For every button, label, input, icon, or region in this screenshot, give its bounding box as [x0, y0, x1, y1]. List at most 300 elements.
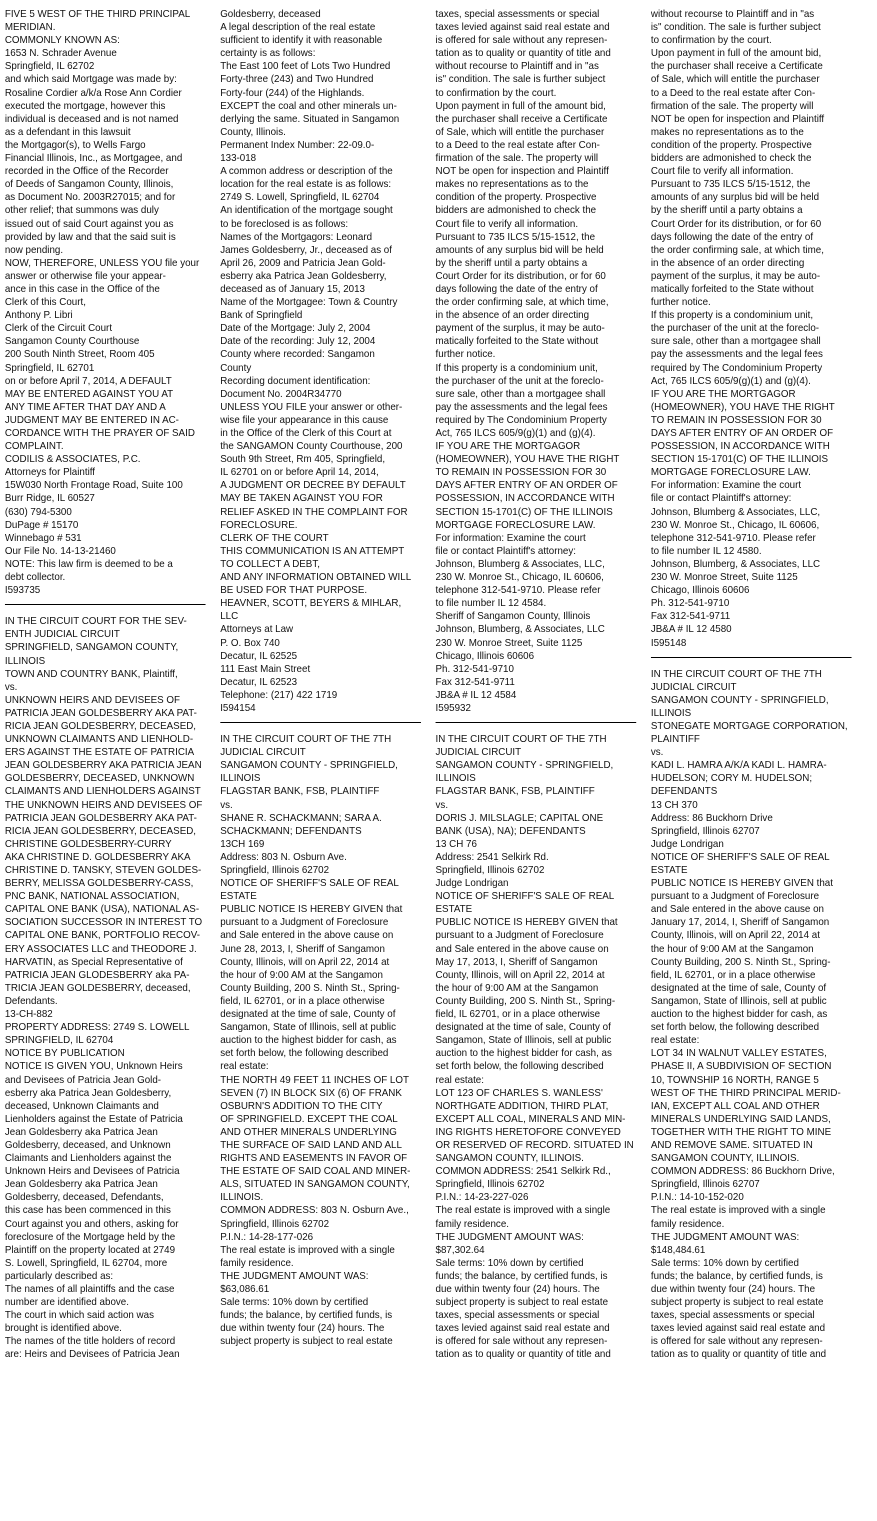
notice-line: deceased, Unknown Claimants and: [4, 1100, 159, 1112]
notice-line: NOTICE IS GIVEN YOU, Unknown Heirs: [4, 1061, 183, 1073]
notice-line: MAY BE TAKEN AGAINST YOU FOR: [220, 493, 383, 505]
notice-line: ANY TIME AFTER THAT DAY AND A: [4, 401, 166, 413]
notice-line: the purchaser of the unit at the foreclo-: [435, 375, 604, 387]
notice-line: Attorneys for Plaintiff: [4, 467, 96, 479]
notice-line: COMMON ADDRESS: 86 Buckhorn Drive,: [650, 1166, 835, 1178]
notice-line: Court file to verify all information.: [435, 218, 579, 230]
notice-line: COMMON ADDRESS: 2541 Selkirk Rd.,: [435, 1166, 611, 1178]
notice-line: I595148: [650, 637, 687, 649]
notice-line: family residence.: [650, 1218, 725, 1230]
notice-line: tation as to quality or quantity of title and: [650, 1349, 827, 1361]
notice-line: bidders are admonished to check the: [650, 153, 812, 165]
notice-line: to confirmation by the court.: [650, 35, 772, 47]
notice-line: EXCEPT ALL COAL, MINERALS AND MIN-: [435, 1113, 626, 1125]
notice-line: Sangamon County Courthouse: [4, 336, 140, 348]
notice-line: days following the date of the entry of: [435, 283, 598, 295]
notice-line: IN THE CIRCUIT COURT OF THE 7TH: [435, 734, 607, 746]
notice-line: sure sale, other than a mortgagee shall: [435, 388, 606, 400]
notice-line: Jean Goldesberry aka Patrica Jean: [4, 1126, 158, 1138]
notice-line: of Sale, which will entitle the purchaser: [650, 74, 820, 86]
notice-line: ESTATE: [435, 904, 473, 916]
notice-line: SANGAMON COUNTY, ILLINOIS.: [435, 1153, 584, 1165]
notice-line: CHRISTINE D. TANSKY, STEVEN GOLDES-: [4, 865, 202, 876]
notice-line: Sheriff of Sangamon County, Illinois: [435, 611, 591, 623]
notice-line: 10, TOWNSHIP 16 NORTH, RANGE 5: [650, 1074, 819, 1086]
notice-line: and Sale entered in the above cause on: [650, 904, 824, 916]
notice-line: Goldesberry, deceased: [220, 9, 321, 20]
notice-line: P. O. Box 740: [220, 637, 280, 649]
notice-line: BERRY, MELISSA GOLDESBERRY-CASS,: [4, 878, 194, 890]
legal-notice: [5, 8, 206, 597]
notice-line: THE SURFACE OF SAID LAND AND ALL: [220, 1139, 402, 1151]
notice-line: PATRICIA JEAN GOLDESBERRY AKA PAT-: [4, 812, 197, 824]
notice-line: JB&A # IL 12 4580: [650, 624, 732, 636]
notice-line: Names of the Mortgagors: Leonard: [220, 231, 373, 243]
notice-line: taxes levied against said real estate and: [650, 1323, 826, 1335]
notice-line: bidders are admonished to check the: [435, 205, 597, 217]
notice-line: condition of the property. Prospective: [650, 139, 812, 151]
notice-line: firmation of the sale. The property will: [435, 153, 599, 165]
notice-line: 230 W. Monroe St., Chicago, IL 60606,: [650, 519, 820, 531]
notice-line: JUDICIAL CIRCUIT: [650, 681, 737, 693]
notice-line: family residence.: [220, 1257, 294, 1269]
notice-line: IAN, EXCEPT ALL COAL AND OTHER: [650, 1100, 820, 1112]
notice-line: Springfield, Illinois 62702: [220, 1218, 330, 1230]
notice-line: 200 South Ninth Street, Room 405: [4, 349, 155, 361]
notice-line: PATRICIA JEAN GOLDESBERRY AKA PAT-: [4, 707, 197, 719]
notice-line: A common address or description of the: [220, 166, 393, 178]
notice-line: pay the assessments and the legal fees: [650, 349, 823, 361]
notice-line: of Sale, which will entitle the purchaser: [435, 126, 605, 138]
notice-line: Address: 2541 Selkirk Rd.: [435, 851, 549, 863]
notice-line: I593735: [4, 585, 41, 597]
notice-line: NOTE: This law firm is deemed to be a: [4, 558, 173, 570]
notice-line: real estate:: [220, 1061, 269, 1073]
notice-line: PUBLIC NOTICE IS HEREBY GIVEN that: [650, 878, 833, 890]
notice-line: Pursuant to 735 ILCS 5/15-1512, the: [650, 179, 811, 191]
notice-line: NOT be open for inspection and Plaintiff: [435, 166, 609, 178]
notice-line: MINERALS UNDERLYING SAID LANDS,: [650, 1113, 831, 1125]
notice-line: The names of all plaintiffs and the case: [4, 1284, 175, 1295]
notice-line: County, Illinois, will on April 22, 2014 at: [650, 930, 820, 942]
notice-line: DuPage # 15170: [4, 519, 79, 531]
notice-line: without recourse to Plaintiff and in "as: [435, 61, 599, 73]
notice-line: THE JUDGMENT AMOUNT WAS:: [435, 1231, 584, 1243]
notice-line: Fax 312-541-9711: [435, 676, 515, 688]
notice-line: designated at the time of sale, County of: [435, 1022, 611, 1034]
notice-line: IL 62701 on or before April 14, 2014,: [220, 467, 379, 479]
notice-line: HEAVNER, SCOTT, BEYERS & MIHLAR,: [220, 598, 402, 610]
notice-line: SECTION 15-1701(C) OF THE ILLINOIS: [650, 454, 829, 466]
notice-line: CHRISTINE GOLDESBERRY-CURRY: [4, 838, 172, 850]
notice-line: to file number IL 12 4580.: [650, 545, 762, 557]
notice-line: vs.: [220, 799, 233, 811]
text-column-1: [5, 8, 206, 1521]
notice-line: Winnebago # 531: [4, 532, 82, 544]
notice-line: MORTGAGE FORECLOSURE LAW.: [435, 519, 596, 531]
notice-line: Sangamon, State of Illinois, sell at public: [220, 1022, 396, 1034]
notice-line: in the absence of an order directing: [435, 310, 590, 322]
notice-line: Springfield, Illinois 62707: [650, 825, 760, 837]
notice-line: particularly described as:: [4, 1270, 114, 1282]
notice-line: the SANGAMON County Courthouse, 200: [220, 441, 403, 453]
notice-line: due within twenty four (24) hours. The: [220, 1323, 385, 1335]
notice-line: EXCEPT the coal and other minerals un-: [220, 100, 397, 112]
notice-line: Ph. 312-541-9710: [650, 598, 730, 610]
legal-notice: [651, 668, 852, 1362]
notice-line: 230 W. Monroe Street, Suite 1125: [650, 572, 798, 584]
notice-line: the purchaser of the unit at the foreclo-: [650, 323, 820, 335]
notice-line: Date of the recording: July 12, 2004: [220, 336, 376, 348]
notice-line: Act, 765 ILCS 605/9(g)(1) and (g)(4).: [435, 428, 596, 439]
notice-line: THE JUDGMENT AMOUNT WAS:: [220, 1270, 369, 1282]
notice-line: Address: 803 N. Osburn Ave.: [220, 851, 347, 863]
notice-line: funds; the balance, by certified funds, is: [650, 1270, 823, 1282]
notice-line: If this property is a condominium unit,: [650, 310, 814, 322]
notice-line: of Deeds of Sangamon County, Illinois,: [4, 179, 174, 191]
notice-line: DEFENDANTS: [650, 786, 718, 798]
notice-line: IF YOU ARE THE MORTGAGOR: [650, 388, 796, 400]
notice-line: Court against you and others, asking for: [4, 1218, 179, 1230]
notice-line: the purchaser shall receive a Certificate: [650, 61, 823, 73]
notice-line: JEAN GOLDESBERRY AKA PATRICIA JEAN: [4, 760, 202, 772]
notice-line: June 28, 2013, I, Sheriff of Sangamon: [220, 943, 385, 955]
notice-line: DORIS J. MILSLAGLE; CAPITAL ONE: [435, 812, 604, 824]
notice-line: (630) 794-5300: [4, 506, 72, 518]
notice-line: field, IL 62701, or in a place otherwise: [650, 969, 816, 981]
notice-line: April 26, 2009 and Patricia Jean Gold-: [220, 257, 386, 269]
notice-line: the order confirming sale, at which time,: [650, 244, 824, 256]
notice-line: County: [220, 362, 252, 374]
notice-line: Clerk of this Court,: [4, 297, 86, 309]
notice-line: PUBLIC NOTICE IS HEREBY GIVEN that: [435, 917, 618, 929]
notice-line: auction to the highest bidder for cash, as: [650, 1009, 828, 1021]
notice-line: Judge Londrigan: [435, 878, 509, 890]
notice-line: Forty-three (243) and Two Hundred: [220, 74, 374, 86]
notice-line: taxes, special assessments or special: [650, 1310, 815, 1322]
notice-line: Chicago, Illinois 60606: [435, 650, 535, 662]
notice-line: makes no representations as to the: [435, 179, 589, 191]
notice-line: days following the date of the entry of: [650, 231, 814, 243]
notice-line: 111 East Main Street: [220, 663, 311, 675]
notice-line: as Document No. 2003R27015; and for: [4, 192, 176, 204]
notice-line: A JUDGMENT OR DECREE BY DEFAULT: [220, 480, 406, 492]
notice-line: location for the real estate is as follows:: [220, 179, 392, 191]
notice-line: OSBURN'S ADDITION TO THE CITY: [220, 1100, 383, 1112]
notice-line: DAYS AFTER ENTRY OF AN ORDER OF: [435, 480, 618, 492]
notice-line: ENTH JUDICIAL CIRCUIT: [4, 629, 120, 641]
notice-line: Rosaline Cordier a/k/a Rose Ann Cordier: [4, 87, 182, 99]
notice-line: COMMONLY KNOWN AS:: [4, 35, 120, 47]
notice-line: PATRICIA JEAN GLODESBERRY aka PA-: [4, 969, 190, 981]
notice-line: County where recorded: Sangamon: [220, 349, 375, 361]
notice-line: to a Deed to the real estate after Con-: [650, 87, 816, 99]
notice-line: James Goldesberry, Jr., deceased as of: [220, 244, 392, 256]
notice-line: CAPITAL ONE BANK, PORTFOLIO RECOV-: [4, 930, 200, 942]
notice-line: BANK (USA), NA); DEFENDANTS: [435, 825, 586, 837]
notice-line: THE JUDGMENT AMOUNT WAS:: [650, 1231, 800, 1243]
notice-line: debt collector.: [4, 572, 66, 584]
notice-line: sufficient to identify it with reasonable: [220, 35, 383, 47]
notice-line: in the Office of the Clerk of this Court at: [220, 428, 392, 439]
notice-line: AND REMOVE SAME. SITUATED IN: [650, 1139, 813, 1151]
notice-line: RIGHTS AND EASEMENTS IN FAVOR OF: [220, 1153, 408, 1165]
notice-line: FORECLOSURE.: [220, 519, 298, 531]
notice-line: January 17, 2014, I, Sheriff of Sangamon: [650, 917, 830, 929]
notice-line: Burr Ridge, IL 60527: [4, 493, 95, 505]
notice-line: Court Order for its distribution, or for 60: [650, 218, 822, 230]
notice-line: required by The Condominium Property: [435, 414, 607, 426]
legal-notice: [220, 8, 421, 715]
notice-line: IN THE CIRCUIT COURT FOR THE SEV-: [4, 616, 187, 628]
notice-line: 230 W. Monroe St., Chicago, IL 60606,: [435, 572, 604, 584]
notice-line: POSSESSION, IN ACCORDANCE WITH: [435, 493, 615, 505]
text-column-3: [436, 8, 637, 1521]
notice-line: Recording document identification:: [220, 375, 371, 387]
notice-line: and Sale entered in the above cause on: [435, 943, 609, 955]
notice-line: PNC BANK, NATIONAL ASSOCIATION,: [4, 891, 180, 903]
notice-line: RICIA JEAN GOLDESBERRY, DECEASED,: [4, 825, 197, 837]
notice-line: NOW, THEREFORE, UNLESS YOU file your: [4, 257, 200, 269]
notice-line: file or contact Plaintiff's attorney:: [435, 545, 576, 557]
notice-line: ING RIGHTS HERETOFORE CONVEYED: [435, 1126, 621, 1138]
notice-line: SPRINGFIELD, IL 62704: [4, 1035, 114, 1047]
notice-line: The real estate is improved with a single: [650, 1205, 826, 1217]
notice-line: NORTHGATE ADDITION, THIRD PLAT,: [435, 1100, 609, 1112]
notice-line: NOTICE OF SHERIFF'S SALE OF REAL: [220, 878, 399, 890]
notice-line: Decatur, IL 62525: [220, 650, 298, 662]
notice-line: 13-CH-882: [4, 1009, 53, 1021]
notice-line: field, IL 62701, or in a place otherwise: [220, 995, 385, 1007]
notice-line: payment of the surplus, it may be auto-: [435, 323, 605, 335]
notice-line: set forth below, the following described: [435, 1061, 604, 1073]
notice-line: due within twenty four (24) hours. The: [435, 1284, 600, 1295]
notice-line: certainty is as follows:: [220, 48, 316, 60]
notice-line: RICIA JEAN GOLDESBERRY, DECEASED,: [4, 720, 197, 732]
notice-line: Act, 765 ILCS 605/9(g)(1) and (g)(4).: [650, 375, 811, 387]
notice-line: Telephone: (217) 422 1719: [220, 689, 338, 701]
notice-line: Springfield, IL 62702: [4, 61, 95, 73]
notice-line: taxes levied against said real estate and: [435, 1323, 610, 1335]
notice-line: Sale terms: 10% down by certified: [650, 1257, 799, 1269]
notice-line: SOCIATION SUCCESSOR IN INTEREST TO: [4, 917, 203, 929]
notice-line: Johnson, Blumberg, & Associates, LLC: [435, 624, 605, 636]
notice-line: The East 100 feet of Lots Two Hundred: [220, 61, 391, 73]
notice-line: real estate:: [435, 1074, 484, 1086]
notice-line: family residence.: [435, 1218, 509, 1230]
notice-line: 2749 S. Lowell, Springfield, IL 62704: [220, 192, 380, 204]
notice-line: PLAINTIFF: [650, 734, 700, 746]
notice-line: tation as to quality or quantity of title and: [435, 1349, 611, 1361]
notice-line: Goldesberry, deceased, and Unknown: [4, 1139, 171, 1151]
notice-line: SCHACKMANN; DEFENDANTS: [220, 825, 362, 837]
notice-line: pursuant to a Judgment of Foreclosure: [650, 891, 820, 903]
notice-line: SANGAMON COUNTY - SPRINGFIELD,: [650, 694, 829, 706]
notice-line: NOTICE BY PUBLICATION: [4, 1048, 125, 1060]
notice-line: sure sale, other than a mortgagee shall: [650, 336, 821, 348]
notice-line: Our File No. 14-13-21460: [4, 545, 116, 557]
notice-line: AND OTHER MINERALS UNDERLYING: [220, 1126, 397, 1138]
notice-line: other relief; that summons was duly: [4, 205, 159, 217]
notice-line: file or contact Plaintiff's attorney:: [650, 493, 792, 505]
notice-line: Sale terms: 10% down by certified: [220, 1297, 369, 1309]
notice-line: to confirmation by the court.: [435, 87, 557, 99]
notice-line: 13 CH 76: [435, 838, 477, 850]
notice-line: P.I.N.: 14-28-177-026: [220, 1231, 314, 1243]
notice-line: auction to the highest bidder for cash, as: [435, 1048, 612, 1060]
notice-line: SEVEN (7) IN BLOCK SIX (6) OF FRANK: [220, 1087, 402, 1099]
notice-line: to file number IL 12 4584.: [435, 598, 547, 610]
notice-line: taxes, special assessments or special: [435, 1310, 600, 1322]
notice-line: (HOMEOWNER), YOU HAVE THE RIGHT: [435, 454, 620, 466]
notice-line: esberry aka Patrica Jean Goldesberry,: [220, 270, 387, 282]
notice-line: The real estate is improved with a single: [220, 1244, 395, 1256]
notice-line: Pursuant to 735 ILCS 5/15-1512, the: [435, 231, 596, 243]
notice-line: makes no representations as to the: [650, 126, 804, 138]
notice-line: STONEGATE MORTGAGE CORPORATION,: [650, 720, 848, 732]
notice-line: THIS COMMUNICATION IS AN ATTEMPT: [220, 545, 405, 557]
notice-line: POSSESSION, IN ACCORDANCE WITH: [650, 441, 830, 453]
notice-line: County Building, 200 S. Ninth St., Spring-: [650, 956, 831, 968]
notice-line: number are identified above.: [4, 1297, 129, 1309]
notice-line: (HOMEOWNER), YOU HAVE THE RIGHT: [650, 401, 835, 413]
notice-line: A legal description of the real estate: [220, 22, 376, 34]
notice-line: ERS AGAINST THE ESTATE OF PATRICIA: [4, 747, 195, 759]
notice-line: THE UNKNOWN HEIRS AND DEVISEES OF: [4, 799, 203, 811]
notice-line: Springfield, IL 62701: [4, 362, 95, 374]
legal-notice: [220, 733, 421, 1348]
notice-line: SPRINGFIELD, SANGAMON COUNTY,: [4, 642, 179, 654]
notice-line: 15W030 North Frontage Road, Suite 100: [4, 480, 183, 492]
notice-line: funds; the balance, by certified funds, is: [220, 1310, 393, 1322]
notice-line: tation as to quality or quantity of title and: [435, 48, 611, 60]
legal-notice: [651, 8, 852, 650]
notice-line: Forty-four (244) of the Highlands.: [220, 87, 365, 99]
notice-line: Address: 86 Buckhorn Drive: [650, 812, 773, 824]
notice-line: firmation of the sale. The property will: [650, 100, 814, 112]
notice-line: 13 CH 370: [650, 799, 698, 811]
notice-line: vs.: [650, 747, 664, 759]
legal-notice: [5, 615, 206, 1361]
notice-line: this case has been commenced in this: [4, 1205, 171, 1217]
notice-line: Date of the Mortgage: July 2, 2004: [220, 323, 371, 335]
notice-line: the hour of 9:00 AM at the Sangamon: [435, 982, 599, 994]
notice-line: to a Deed to the real estate after Con-: [435, 139, 600, 151]
notice-line: and Sale entered in the above cause on: [220, 930, 394, 942]
notice-line: real estate:: [650, 1035, 700, 1047]
notice-line: and which said Mortgage was made by:: [4, 74, 177, 86]
notice-line: by the sheriff until a party obtains a: [650, 205, 803, 217]
notice-line: ILLINOIS: [4, 655, 46, 667]
notice-line: South 9th Street, Rm 405, Springfield,: [220, 454, 386, 466]
notice-line: HARVATIN, as Special Representative of: [4, 956, 183, 968]
notice-line: subject property is subject to real estate: [650, 1297, 824, 1309]
notice-line: Sangamon, State of Illinois, sell at public: [650, 995, 827, 1007]
notice-line: $148,484.61: [650, 1244, 706, 1256]
notice-line: individual is deceased and is not named: [4, 113, 179, 125]
notice-line: 13CH 169: [220, 838, 265, 850]
notice-line: deceased as of January 15, 2013: [220, 283, 365, 295]
notice-line: CORDANCE WITH THE PRAYER OF SAID: [4, 428, 195, 439]
notice-line: issued out of said Court against you as: [4, 218, 174, 230]
notice-line: PHASE II, A SUBDIVISION OF SECTION: [650, 1061, 832, 1073]
notice-line: 1653 N. Schrader Avenue: [4, 48, 117, 60]
notice-line: SANGAMON COUNTY - SPRINGFIELD,: [220, 760, 398, 772]
notice-line: NOTICE OF SHERIFF'S SALE OF REAL: [435, 891, 615, 903]
notice-line: P.I.N.: 14-23-227-026: [435, 1192, 529, 1204]
notice-line: payment of the surplus, it may be auto-: [650, 270, 821, 282]
notice-line: ILLINOIS.: [220, 1192, 264, 1204]
notice-line: the hour of 9:00 AM at the Sangamon: [650, 943, 814, 955]
notice-line: IN THE CIRCUIT COURT OF THE 7TH: [650, 668, 822, 680]
notice-line: Financial Illinois, Inc., as Mortgagee, and: [4, 153, 183, 165]
notice-line: ance in this case in the Office of the: [4, 283, 160, 295]
notice-line: MERIDIAN.: [4, 22, 56, 34]
notice-line: amounts of any surplus bid will be held: [435, 244, 604, 256]
notice-line: MAY BE ENTERED AGAINST YOU AT: [4, 388, 174, 400]
notice-line: Decatur, IL 62523: [220, 676, 298, 688]
notice-line: ALS, SITUATED IN SANGAMON COUNTY,: [220, 1179, 410, 1191]
notice-line: provided by law and that the said suit is: [4, 231, 176, 243]
notice-divider: [5, 604, 206, 605]
notice-line: FLAGSTAR BANK, FSB, PLAINTIFF: [220, 786, 380, 798]
notice-line: Lienholders against the Estate of Patricia: [4, 1113, 183, 1125]
notice-line: GOLDESBERRY, DECEASED, UNKNOWN: [4, 773, 195, 785]
notice-line: ILLINOIS: [220, 773, 261, 785]
notice-line: Goldesberry, deceased, Defendants,: [4, 1192, 164, 1204]
notice-line: The court in which said action was: [4, 1310, 154, 1322]
notice-line: An identification of the mortgage sought: [220, 205, 393, 217]
notice-line: auction to the highest bidder for cash, as: [220, 1035, 397, 1047]
notice-line: without recourse to Plaintiff and in "as: [650, 9, 815, 20]
notice-line: vs.: [4, 681, 18, 693]
notice-line: THE ESTATE OF SAID COAL AND MINER-: [220, 1166, 411, 1178]
notice-line: P.I.N.: 14-10-152-020: [650, 1192, 744, 1204]
notice-line: Court Order for its distribution, or for 60: [435, 270, 606, 282]
notice-line: Plaintiff on the property located at 2749: [4, 1244, 176, 1256]
notice-line: Johnson, Blumberg, & Associates, LLC: [650, 558, 821, 570]
notice-line: set forth below, the following described: [220, 1048, 389, 1060]
notice-line: the hour of 9:00 AM at the Sangamon: [220, 969, 383, 981]
notice-line: ESTATE: [220, 891, 257, 903]
notice-line: telephone 312-541-9710. Please refer: [435, 585, 601, 597]
notice-line: is offered for sale without any represen-: [435, 35, 608, 47]
notice-line: Springfield, Illinois 62707: [650, 1179, 760, 1191]
notice-line: Document No. 2004R34770: [220, 388, 342, 400]
notice-line: the order confirming sale, at which time,: [435, 297, 609, 309]
notice-line: For information: Examine the court: [435, 532, 586, 544]
legal-notice: [436, 8, 637, 715]
notice-line: OF SPRINGFIELD. EXCEPT THE COAL: [220, 1113, 398, 1125]
notice-line: IF YOU ARE THE MORTGAGOR: [435, 441, 581, 453]
notice-line: The names of the title holders of record: [4, 1336, 176, 1348]
notice-line: as a defendant in this lawsuit: [4, 126, 131, 138]
notice-line: field, IL 62701, or in a place otherwise: [435, 1009, 601, 1021]
notice-line: FIVE 5 WEST OF THE THIRD PRINCIPAL: [4, 9, 191, 20]
notice-line: TO REMAIN IN POSSESSION FOR 30: [650, 414, 822, 426]
notice-line: Clerk of the Circuit Court: [4, 323, 113, 335]
notice-line: Springfield, Illinois 62702: [220, 865, 330, 876]
notice-line: Unknown Heirs and Devisees of Patricia: [4, 1166, 180, 1178]
notice-line: County, Illinois, will on April 22, 2014 at: [220, 956, 390, 968]
notice-line: SHANE R. SCHACKMANN; SARA A.: [220, 812, 382, 824]
notice-line: $63,086.61: [220, 1284, 270, 1295]
notice-line: TRICIA JEAN GOLDESBERRY, deceased,: [4, 982, 191, 994]
notice-line: TOGETHER WITH THE RIGHT TO MINE: [650, 1126, 832, 1138]
notice-line: Attorneys at Law: [220, 624, 294, 636]
notice-line: UNKNOWN HEIRS AND DEVISEES OF: [4, 694, 181, 706]
notice-line: esberry aka Patrica Jean Goldesberry,: [4, 1087, 172, 1099]
